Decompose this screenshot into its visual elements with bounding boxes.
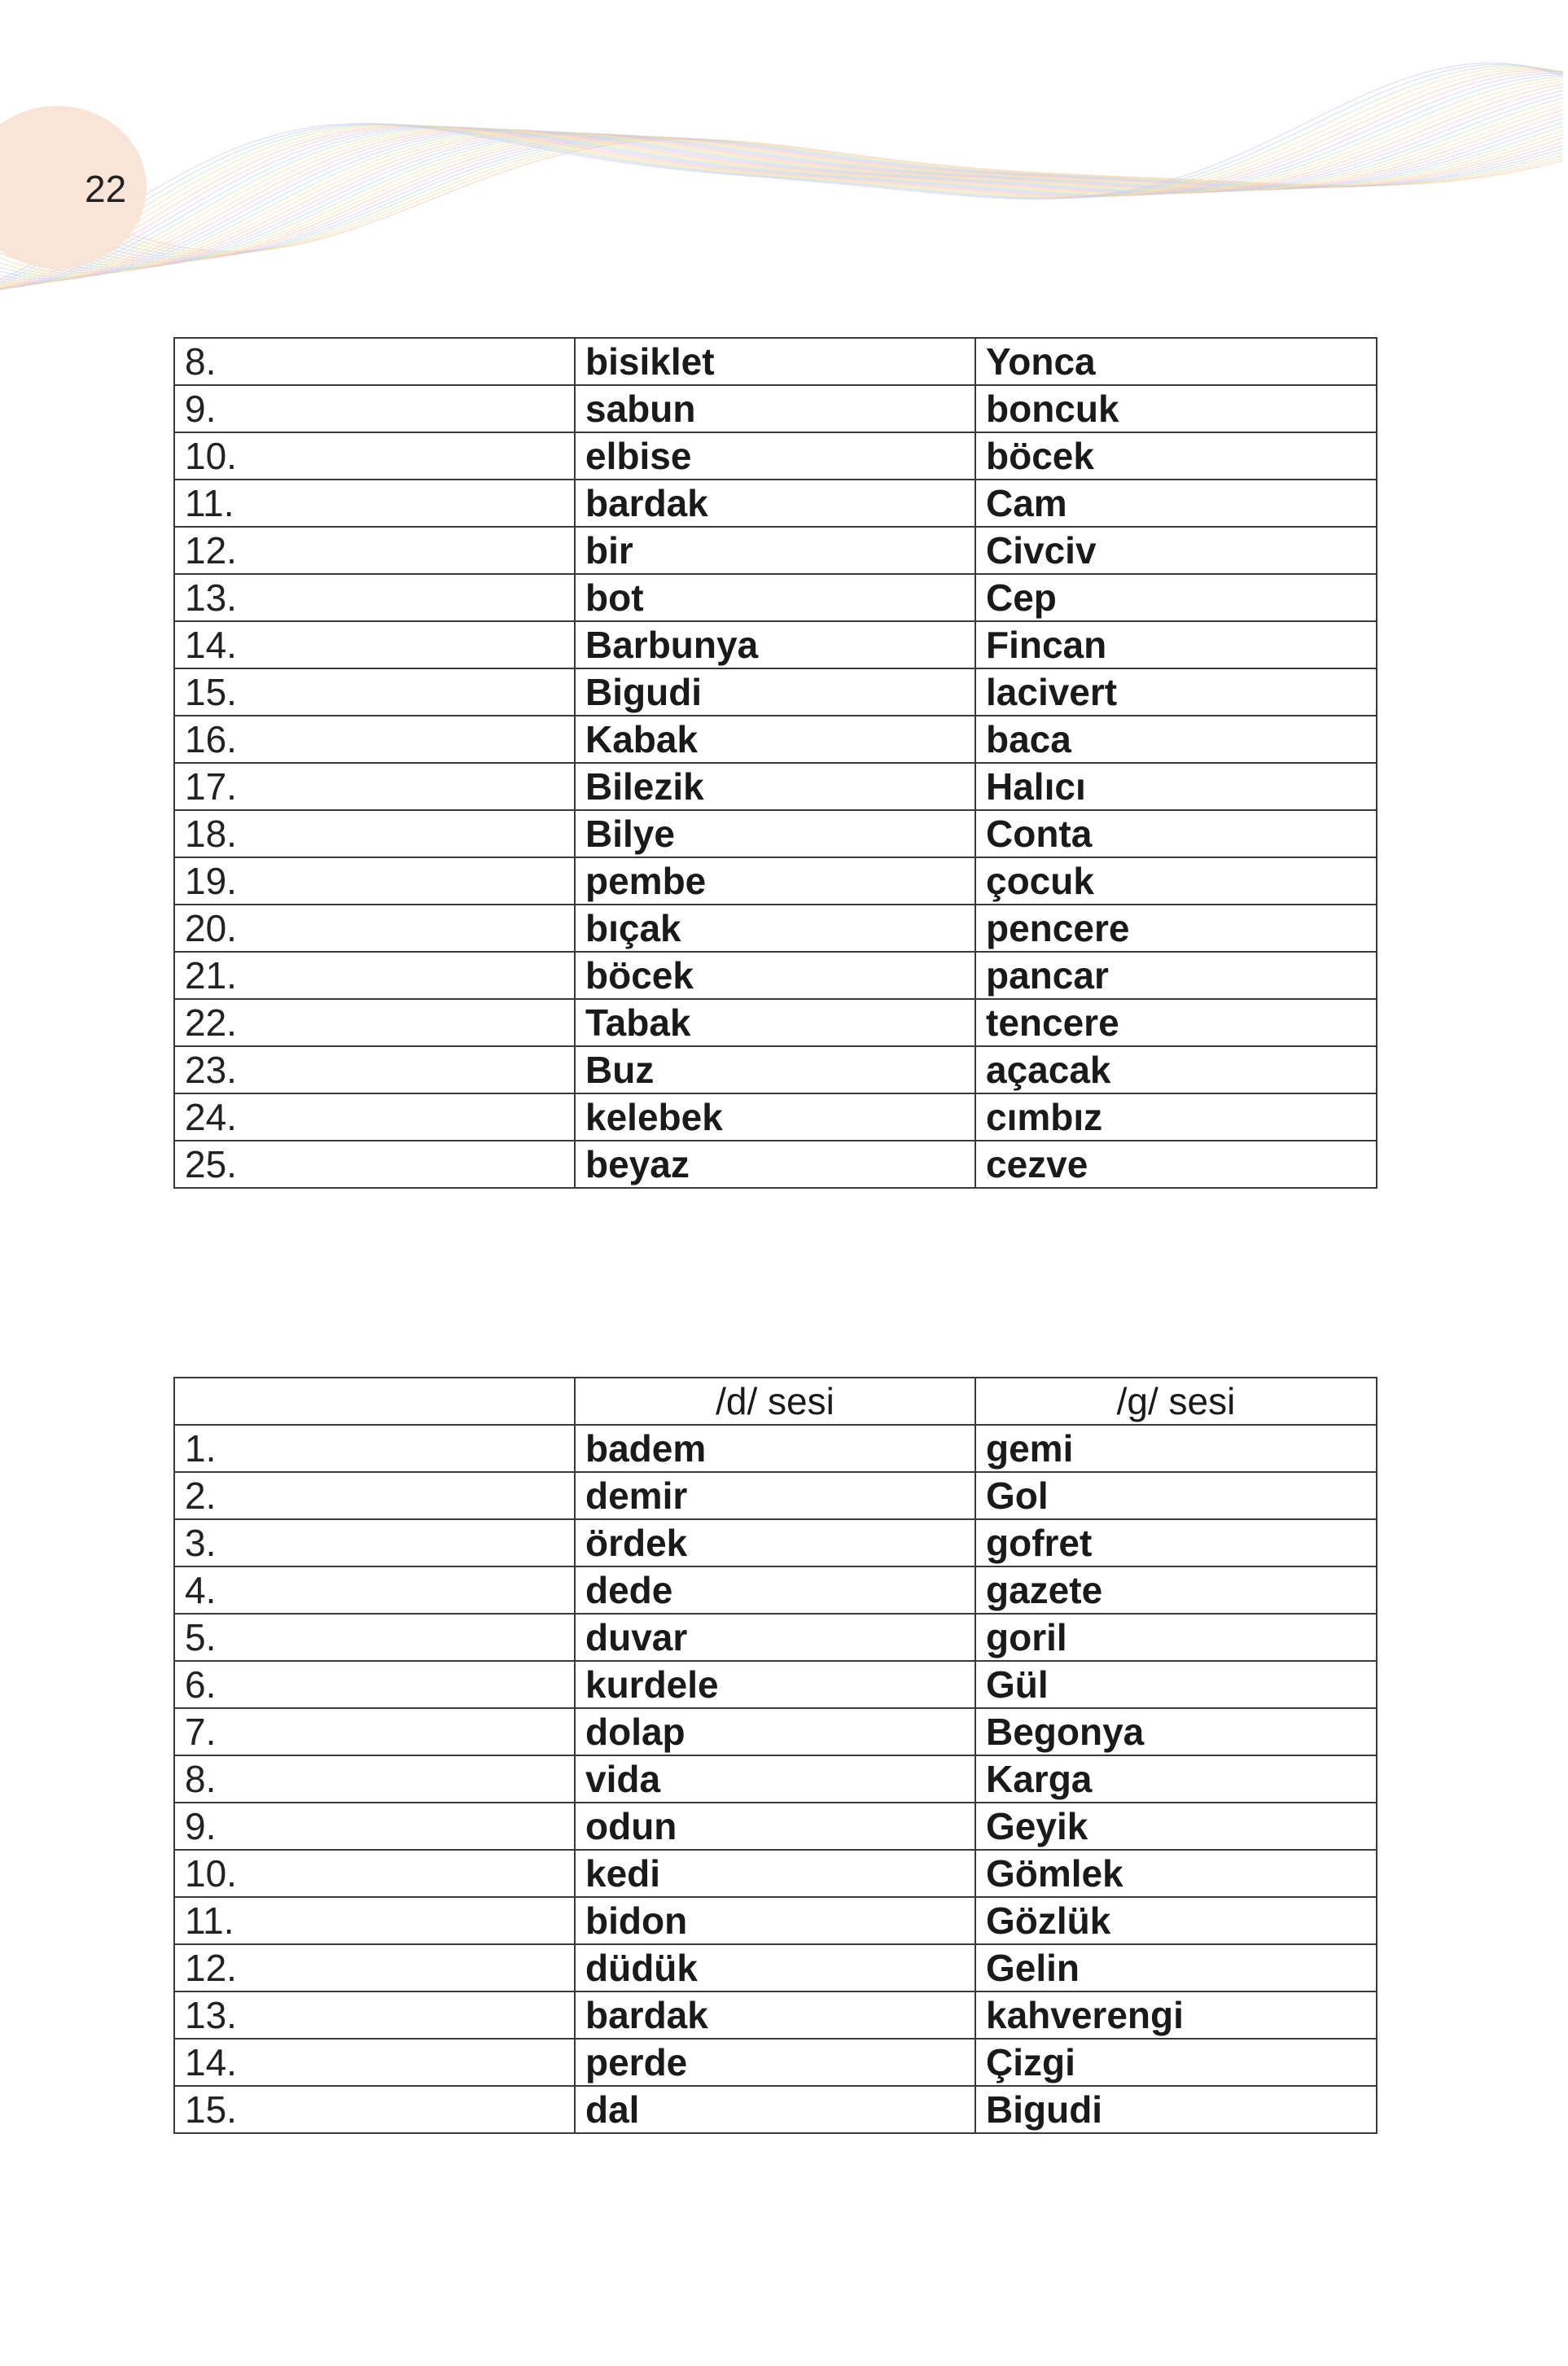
word-right: Gözlük: [975, 1897, 1377, 1944]
row-number: 16.: [174, 716, 575, 763]
word-right: baca: [975, 716, 1377, 763]
word-right: pencere: [975, 905, 1377, 952]
table-row: [174, 810, 1377, 857]
table-row: [174, 1850, 1377, 1897]
table-header-row: [174, 1378, 1377, 1425]
word-left: Bilye: [575, 810, 975, 857]
word-left: dede: [575, 1566, 975, 1614]
table-row: [174, 1141, 1377, 1188]
table-row: [174, 1944, 1377, 1991]
page-number: 22: [85, 168, 127, 210]
word-right: Gelin: [975, 1944, 1377, 1991]
row-number: 13.: [174, 1991, 575, 2039]
table-row: [174, 1093, 1377, 1141]
word-left: bardak: [575, 480, 975, 527]
table-row: [174, 905, 1377, 952]
table-row: [174, 385, 1377, 432]
table-row: [174, 2086, 1377, 2133]
row-number: 25.: [174, 1141, 575, 1188]
table-row: [174, 527, 1377, 574]
row-number: 9.: [174, 1803, 575, 1850]
word-right: açacak: [975, 1046, 1377, 1093]
word-left: duvar: [575, 1614, 975, 1661]
word-right: gazete: [975, 1566, 1377, 1614]
row-number: 9.: [174, 385, 575, 432]
word-right: boncuk: [975, 385, 1377, 432]
word-right: Gol: [975, 1472, 1377, 1519]
word-left: Kabak: [575, 716, 975, 763]
word-left: bir: [575, 527, 975, 574]
table-row: [174, 1566, 1377, 1614]
word-left: Tabak: [575, 999, 975, 1046]
word-right: Begonya: [975, 1708, 1377, 1755]
row-number: 5.: [174, 1614, 575, 1661]
word-left: kedi: [575, 1850, 975, 1897]
word-right: Gömlek: [975, 1850, 1377, 1897]
header-g-sound: /g/ sesi: [975, 1378, 1377, 1425]
row-number: 17.: [174, 763, 575, 810]
header-wave-decoration: [0, 0, 1568, 342]
word-right: tencere: [975, 999, 1377, 1046]
row-number: 14.: [174, 621, 575, 668]
word-left: badem: [575, 1425, 975, 1472]
table-row: [174, 1991, 1377, 2039]
row-number: 8.: [174, 1755, 575, 1803]
row-number: 14.: [174, 2039, 575, 2086]
word-left: kurdele: [575, 1661, 975, 1708]
word-left: düdük: [575, 1944, 975, 1991]
row-number: 21.: [174, 952, 575, 999]
word-table-d-g: [173, 1377, 1377, 2134]
table-row: [174, 1614, 1377, 1661]
row-number: 19.: [174, 857, 575, 905]
table-row: [174, 338, 1377, 385]
word-right: çocuk: [975, 857, 1377, 905]
table-row: [174, 716, 1377, 763]
table-row: [174, 1046, 1377, 1093]
row-number: 10.: [174, 432, 575, 480]
row-number: 1.: [174, 1425, 575, 1472]
word-left: sabun: [575, 385, 975, 432]
word-left: demir: [575, 1472, 975, 1519]
word-right: Cep: [975, 574, 1377, 621]
word-table-b-v: [173, 337, 1377, 1189]
row-number: 12.: [174, 527, 575, 574]
word-left: bıçak: [575, 905, 975, 952]
word-left: dolap: [575, 1708, 975, 1755]
table-row: [174, 1897, 1377, 1944]
row-number: 2.: [174, 1472, 575, 1519]
word-right: Gül: [975, 1661, 1377, 1708]
table-row: [174, 857, 1377, 905]
row-number: 7.: [174, 1708, 575, 1755]
word-left: ördek: [575, 1519, 975, 1566]
row-number: 20.: [174, 905, 575, 952]
word-left: Bilezik: [575, 763, 975, 810]
word-right: Civciv: [975, 527, 1377, 574]
word-right: cezve: [975, 1141, 1377, 1188]
word-left: beyaz: [575, 1141, 975, 1188]
word-right: böcek: [975, 432, 1377, 480]
word-right: Karga: [975, 1755, 1377, 1803]
table-row: [174, 2039, 1377, 2086]
wave-line: [0, 134, 1563, 264]
row-number: 12.: [174, 1944, 575, 1991]
word-right: gofret: [975, 1519, 1377, 1566]
wave-line: [0, 106, 1563, 274]
row-number: 15.: [174, 2086, 575, 2133]
row-number: 11.: [174, 480, 575, 527]
row-number: 6.: [174, 1661, 575, 1708]
word-left: bidon: [575, 1897, 975, 1944]
word-right: Yonca: [975, 338, 1377, 385]
word-left: Buz: [575, 1046, 975, 1093]
word-right: Conta: [975, 810, 1377, 857]
table-row: [174, 1755, 1377, 1803]
table-row: [174, 763, 1377, 810]
table-row: [174, 432, 1377, 480]
row-number: 22.: [174, 999, 575, 1046]
table-row: [174, 999, 1377, 1046]
row-number: 24.: [174, 1093, 575, 1141]
table-row: [174, 668, 1377, 716]
header-num-cell: [174, 1378, 575, 1425]
word-right: lacivert: [975, 668, 1377, 716]
table-row: [174, 1803, 1377, 1850]
row-number: 18.: [174, 810, 575, 857]
table-row: [174, 1708, 1377, 1755]
wave-line: [0, 122, 1563, 268]
word-left: perde: [575, 2039, 975, 2086]
header-d-sound: /d/ sesi: [575, 1378, 975, 1425]
table-row: [174, 574, 1377, 621]
word-right: Bigudi: [975, 2086, 1377, 2133]
word-left: odun: [575, 1803, 975, 1850]
word-right: Geyik: [975, 1803, 1377, 1850]
word-left: bot: [575, 574, 975, 621]
word-left: kelebek: [575, 1093, 975, 1141]
word-left: bisiklet: [575, 338, 975, 385]
word-left: elbise: [575, 432, 975, 480]
wave-line: [0, 118, 1563, 269]
row-number: 13.: [174, 574, 575, 621]
word-right: kahverengi: [975, 1991, 1377, 2039]
row-number: 10.: [174, 1850, 575, 1897]
table-row: [174, 480, 1377, 527]
row-number: 8.: [174, 338, 575, 385]
word-left: böcek: [575, 952, 975, 999]
row-number: 15.: [174, 668, 575, 716]
row-number: 4.: [174, 1566, 575, 1614]
word-left: vida: [575, 1755, 975, 1803]
row-number: 23.: [174, 1046, 575, 1093]
word-left: pembe: [575, 857, 975, 905]
row-number: 11.: [174, 1897, 575, 1944]
word-left: Barbunya: [575, 621, 975, 668]
word-right: Çizgi: [975, 2039, 1377, 2086]
table-row: [174, 1519, 1377, 1566]
word-right: Halıcı: [975, 763, 1377, 810]
word-left: bardak: [575, 1991, 975, 2039]
word-right: pancar: [975, 952, 1377, 999]
table-row: [174, 1425, 1377, 1472]
table-row: [174, 1472, 1377, 1519]
word-right: gemi: [975, 1425, 1377, 1472]
table-row: [174, 1661, 1377, 1708]
row-number: 3.: [174, 1519, 575, 1566]
word-right: cımbız: [975, 1093, 1377, 1141]
word-right: Cam: [975, 480, 1377, 527]
table-row: [174, 621, 1377, 668]
word-left: dal: [575, 2086, 975, 2133]
word-left: Bigudi: [575, 668, 975, 716]
table-row: [174, 952, 1377, 999]
word-right: Fincan: [975, 621, 1377, 668]
word-right: goril: [975, 1614, 1377, 1661]
